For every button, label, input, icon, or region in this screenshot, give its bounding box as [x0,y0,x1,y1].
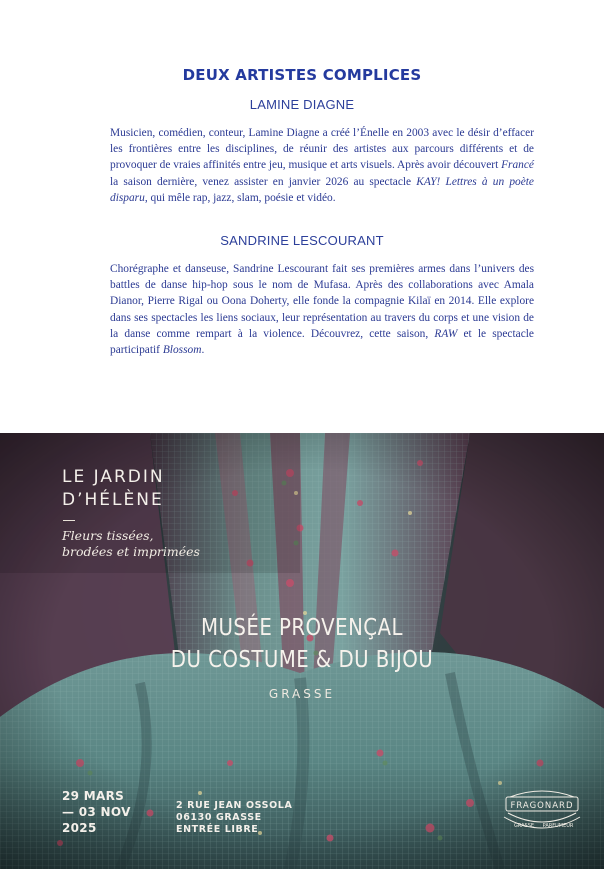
artist-bio-sandrine-lescourant [110,261,534,358]
museum-city: GRASSE [268,687,336,701]
museum-name-line2: DU COSTUME & DU BIJOU [170,647,434,673]
bio-text: Chorégraphe et danseuse, Sandrine Lescourant fait ses premières armes dans l’univers des battles de danse hip-hop sous le nom de Mufasa. Après des collaborations avec Amala Dianor, Pierre Rigal ou Oona Doherty, elle fonde la compagnie Kilaï en 2014. Elle explore dans ses spectacles les liens sociaux, leur représentation au travers du corps et une vision de la danse comme rempart à la violence. Découvrez, cette saison, [110,263,534,340]
exhibition-title-line2: D’HÉLÈNE [62,490,164,510]
exhibition-poster [0,433,604,869]
dates-line1: 29 MARS [62,789,125,803]
fragonard-logo [500,783,584,839]
artist-bio-lamine-diagne [110,125,534,206]
exhibition-subtitle-line1: Fleurs tissées, [62,528,154,543]
artist-name-sandrine-lescourant: SANDRINE LESCOURANT [220,233,384,248]
logo-ribbon-right: PARFUMEUR [542,823,574,829]
exhibition-title-line1: LE JARDIN [62,467,165,487]
bio-text: . [201,344,205,357]
logo-brand-text: FRAGONARD [510,801,574,811]
title-divider [63,520,75,521]
text-section [0,0,604,433]
section-title: DEUX ARTISTES COMPLICES [182,66,422,84]
show-title-kay: KAY! Lettres à un poète disparu [110,175,534,204]
address-line2: 06130 GRASSE [176,812,262,823]
bio-text: la saison dernière, venez assister en janvier 2026 au spectacle [110,175,417,188]
artist-name-lamine-diagne: LAMINE DIAGNE [249,97,355,112]
show-title-france: Francé [501,159,534,172]
logo-ribbon-left: GRASSE [513,823,535,829]
bio-text: Musicien, comédien, conteur, Lamine Diagne a créé l’Énelle en 2003 avec le désir d’effacer les frontières entre les disciplines, de réunir des artistes aux parcours différents et de provoquer de vraies affinités entre jeu, musique et arts visuels. Après avoir découvert [110,127,534,172]
dates-line3: 2025 [62,821,97,835]
address-line3: ENTRÉE LIBRE [176,824,259,835]
bio-text: , qui mêle rap, jazz, slam, poésie et vidéo. [144,191,336,204]
dates-line2: — 03 NOV [62,805,131,819]
museum-name-line1: MUSÉE PROVENÇAL [201,615,403,641]
exhibition-subtitle-line2: brodées et imprimées [62,544,200,559]
show-title-raw: RAW [434,327,458,340]
bio-text: et le spectacle participatif [110,327,534,357]
address-line1: 2 RUE JEAN OSSOLA [176,800,293,811]
show-title-blossom: Blossom [162,344,202,357]
